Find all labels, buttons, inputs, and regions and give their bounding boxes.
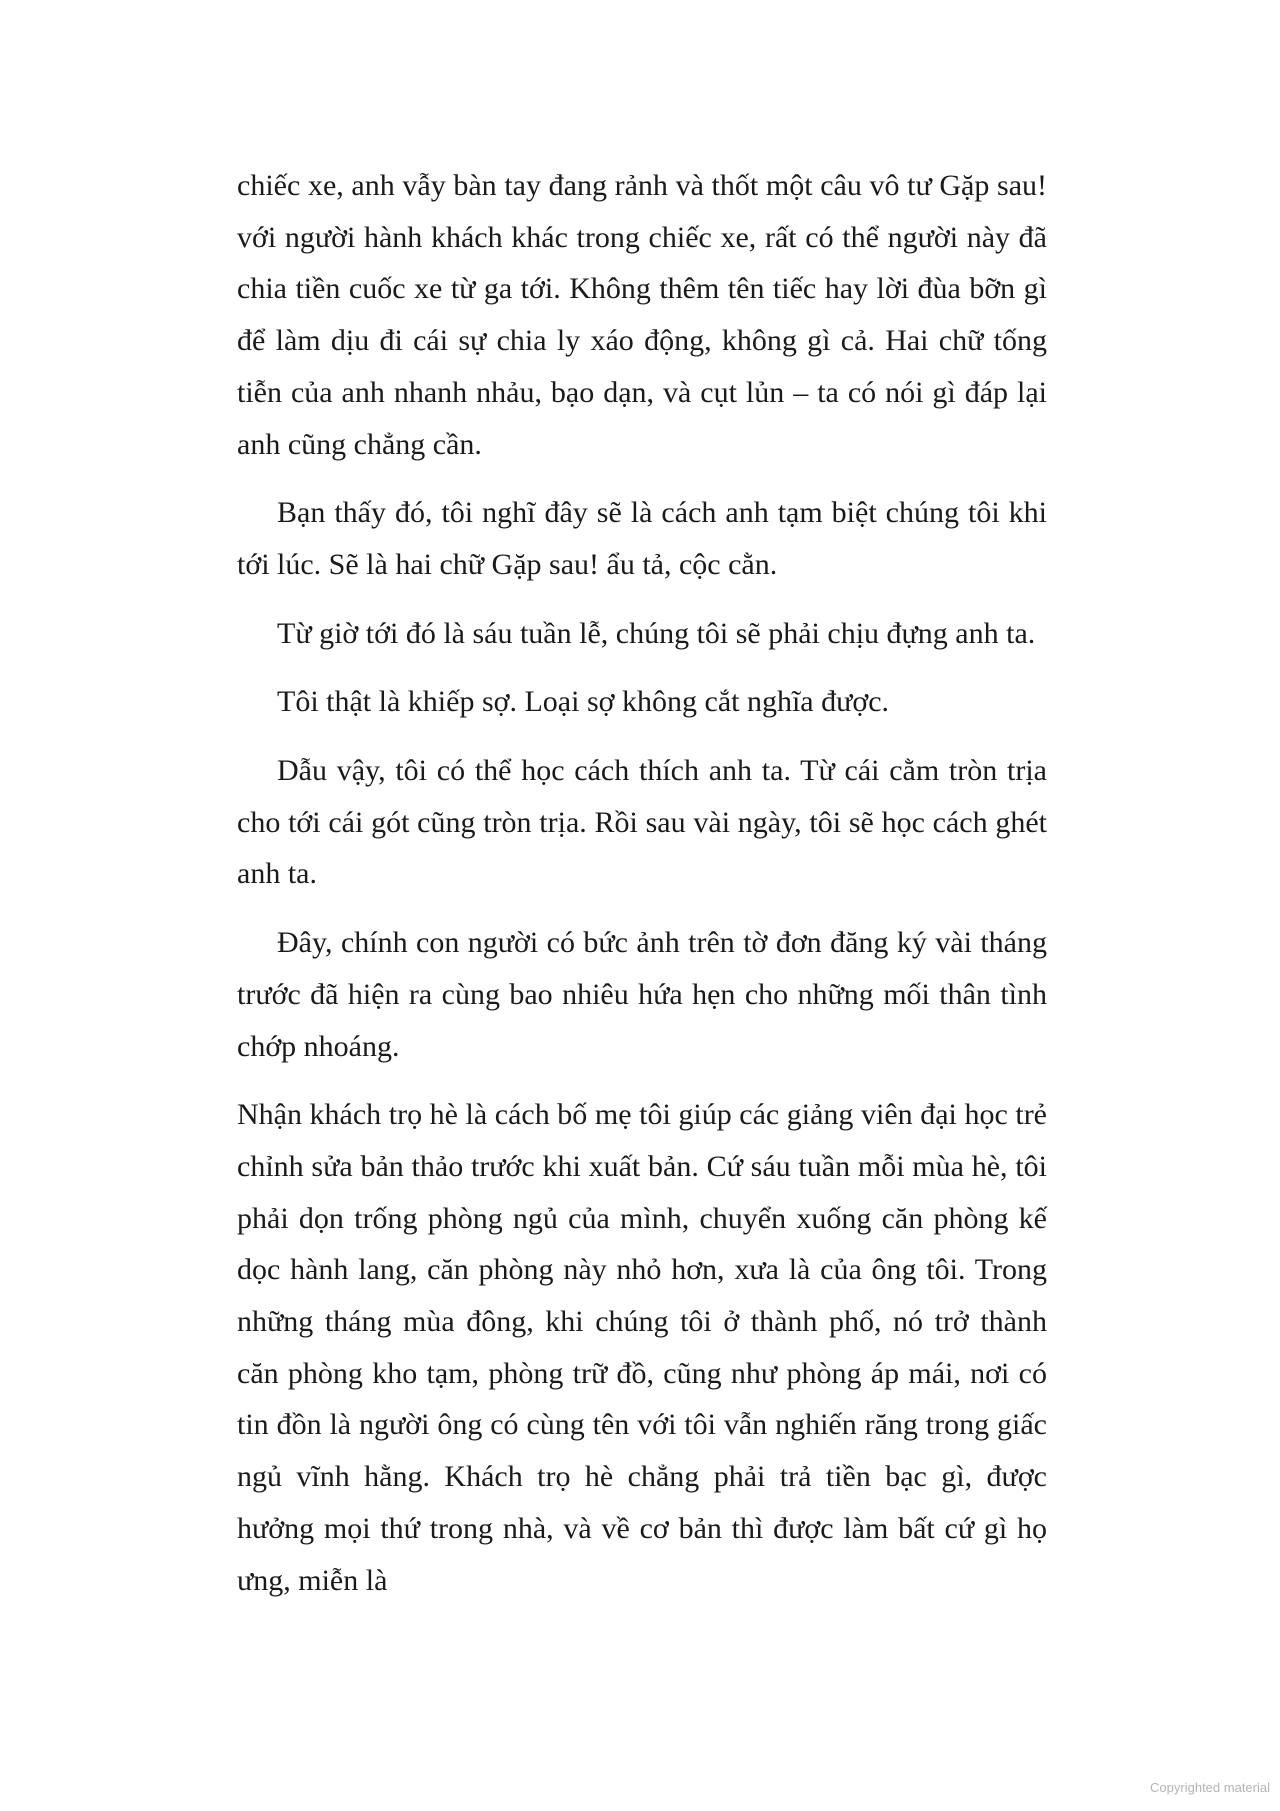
book-page-body (237, 160, 1047, 1623)
paragraph-6: Đây, chính con người có bức ảnh trên tờ đơn đăng ký vài tháng trước đã hiện ra cùng bao nhiêu hứa hẹn cho những mối thân tình chớp nhoáng. (237, 926, 1047, 1063)
paragraph-4: Tôi thật là khiếp sợ. Loại sợ không cắt nghĩa được. (277, 685, 890, 719)
paragraph-2: Bạn thấy đó, tôi nghĩ đây sẽ là cách anh tạm biệt chúng tôi khi tới lúc. Sẽ là hai chữ Gặp sau! ẩu tả, cộc cằn. (237, 496, 1047, 581)
paragraph-5: Dẫu vậy, tôi có thể học cách thích anh ta. Từ cái cằm tròn trịa cho tới cái gót cũng tròn trịa. Rồi sau vài ngày, tôi sẽ học cách ghét anh ta. (237, 754, 1047, 891)
paragraph-3: Từ giờ tới đó là sáu tuần lễ, chúng tôi sẽ phải chịu đựng anh ta. (277, 616, 1036, 650)
paragraph-1: chiếc xe, anh vẫy bàn tay đang rảnh và thốt một câu vô tư Gặp sau! với người hành khách khác trong chiếc xe, rất có thể người này đã chia tiền cuốc xe từ ga tới. Không thêm tên tiếc hay lời đùa bỡn gì để làm dịu đi cái sự chia ly xáo động, không gì cả. Hai chữ tống tiễn của anh nhanh nhảu, bạo dạn, và cụt lủn – ta có nói gì đáp lại anh cũng chẳng cần. (237, 169, 1047, 461)
copyright-watermark: Copyrighted material (1150, 1780, 1270, 1795)
paragraph-7: Nhận khách trọ hè là cách bố mẹ tôi giúp các giảng viên đại học trẻ chỉnh sửa bản thảo trước khi xuất bản. Cứ sáu tuần mỗi mùa hè, tôi phải dọn trống phòng ngủ của mình, chuyển xuống căn phòng kế dọc hành lang, căn phòng này nhỏ hơn, xưa là của ông tôi. Trong những tháng mùa đông, khi chúng tôi ở thành phố, nó trở thành căn phòng kho tạm, phòng trữ đồ, cũng như phòng áp mái, nơi có tin đồn là người ông có cùng tên với tôi vẫn nghiến răng trong giấc ngủ vĩnh hằng. Khách trọ hè chẳng phải trả tiền bạc gì, được hưởng mọi thứ trong nhà, và về cơ bản thì được làm bất cứ gì họ ưng, miễn là (237, 1098, 1047, 1597)
